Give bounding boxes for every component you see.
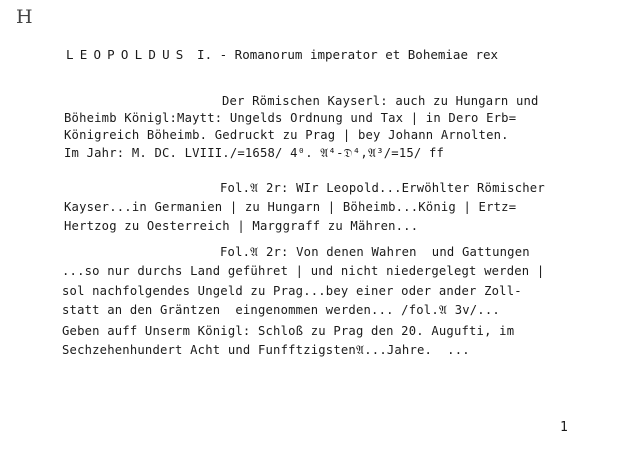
text-line-3: Königreich Böheimb. Gedruckt zu Prag | bey Johann Arnolten. [64,128,509,142]
text-line-11: statt an den Gräntzen eingenommen werden... /fol.𝔄 3v/... [62,303,500,317]
text-line-9: ...so nur durchs Land geführet | und nicht niedergelegt werden | [62,264,545,278]
text-line-7: Hertzog zu Oesterreich | Marggraff zu Mähren... [64,219,419,233]
text-line-4: Im Jahr: M. DC. LVIII./=1658/ 4⁰. 𝔄⁴-𝔇⁴,𝔄³/=15/ ff [64,146,445,160]
text-line-1: Der Römischen Kayserl: auch zu Hungarn und [222,94,539,108]
text-line-2: Böheimb Königl:Maytt: Ungelds Ordnung und Tax | in Dero Erb= [64,111,517,125]
corner-mark: H [16,6,33,28]
text-line-6: Kayser...in Germanien | zu Hungarn | Böheimb...König | Ertz= [64,200,517,214]
heading-name: LEOPOLDUS [66,47,190,62]
heading [66,47,498,62]
text-line-5: Fol.𝔄 2r: WIr Leopold...Erwöhlter Römischer [220,181,545,195]
text-line-12: Geben auff Unserm Königl: Schloß zu Prag den 20. Augufti, im [62,324,515,338]
text-line-8: Fol.𝔄 2r: Von denen Wahren und Gattungen [220,245,530,259]
page-number: 1 [560,420,568,435]
text-line-10: sol nachfolgendes Ungeld zu Prag...bey einer oder ander Zoll- [62,284,522,298]
text-line-13: Sechzehenhundert Acht und Funfftzigsten𝔄...Jahre. ... [62,343,470,357]
heading-rest: I. - Romanorum imperator et Bohemiae rex [189,47,499,62]
